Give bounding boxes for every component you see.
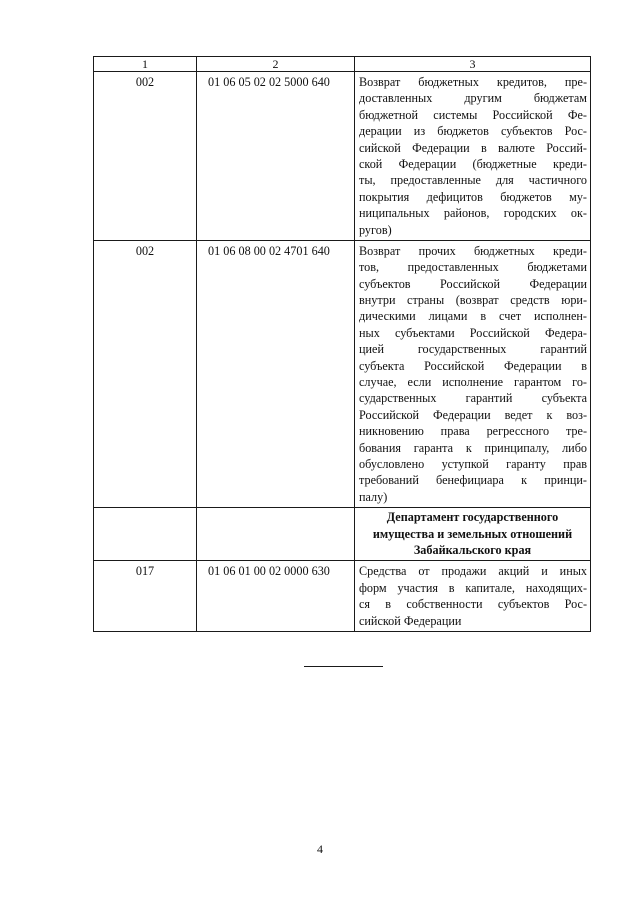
page-number: 4 — [317, 842, 323, 856]
description-line: Возврат прочих бюджетных креди- — [359, 243, 587, 258]
source-code-cell: 01 06 05 02 02 5000 640 — [197, 72, 355, 241]
header-col-3: 3 — [355, 57, 591, 72]
description-line: форм участия в капитале, находящих- — [359, 580, 587, 595]
table-row — [94, 240, 591, 507]
admin-code-cell: 002 — [94, 72, 197, 241]
admin-code-cell: 002 — [94, 240, 197, 507]
source-code-cell — [197, 508, 355, 561]
department-heading-line: Забайкальского края — [413, 542, 532, 557]
description-line: сударственных гарантий субъекта — [359, 391, 587, 406]
table-row — [94, 561, 591, 632]
description-line: ся в собственности субъектов Рос- — [359, 597, 587, 612]
description-line: дическими лицами в счет исполнен- — [359, 309, 587, 324]
description-line: ской Федерации (бюджетные креди- — [359, 156, 587, 171]
source-code-cell: 01 06 01 00 02 0000 630 — [197, 561, 355, 632]
description-line: ругов) — [359, 222, 392, 237]
table-row — [94, 72, 591, 241]
classification-table — [93, 56, 591, 632]
description-cell — [355, 72, 591, 241]
admin-code-cell — [94, 508, 197, 561]
description-line: дерации из бюджетов субъектов Рос- — [359, 124, 587, 139]
header-col-1: 1 — [94, 57, 197, 72]
description-cell — [355, 240, 591, 507]
description-line: бования гаранта к принципалу, либо — [359, 440, 587, 455]
description-line: субъекта Российской Федерации в — [359, 358, 587, 373]
table-header-row — [94, 57, 591, 72]
description-line: палу) — [359, 489, 388, 504]
end-divider-line — [304, 666, 383, 667]
description-line: бюджетной системы Российской Фе- — [359, 107, 587, 122]
description-line: Средства от продажи акций и иных — [359, 564, 587, 579]
source-code-cell: 01 06 08 00 02 4701 640 — [197, 240, 355, 507]
description-line: ты, предоставленные для частичного — [359, 173, 587, 188]
description-line: Российской Федерации ведет к воз- — [359, 407, 587, 422]
description-line: случае, если исполнение гарантом го- — [359, 375, 587, 390]
description-line: тов, предоставленных бюджетами — [359, 260, 587, 275]
description-line: обусловлено уступкой гаранту прав — [359, 456, 587, 471]
description-line: Возврат бюджетных кредитов, пре- — [359, 75, 587, 89]
description-line: цией государственных гарантий — [359, 342, 587, 357]
description-line: доставленных другим бюджетам — [359, 91, 587, 106]
description-line: никновению права регрессного тре- — [359, 424, 587, 439]
description-line: ных субъектами Российской Федера- — [359, 325, 587, 340]
description-line: покрытия дефицитов бюджетов му- — [359, 189, 587, 204]
header-col-2: 2 — [197, 57, 355, 72]
description-line: сийской Федерации в валюте Россий- — [359, 140, 587, 155]
description-line: ниципальных районов, городских ок- — [359, 206, 587, 221]
description-line: сийской Федерации — [359, 613, 462, 628]
description-cell — [355, 561, 591, 632]
department-heading-line: Департамент государственного — [386, 510, 559, 525]
admin-code-cell: 017 — [94, 561, 197, 632]
description-line: требований бенефициара к принци- — [359, 473, 587, 488]
department-heading — [355, 508, 591, 561]
description-line: субъектов Российской Федерации — [359, 276, 587, 291]
description-line: внутри страны (возврат средств юри- — [359, 293, 587, 308]
department-row — [94, 508, 591, 561]
department-heading-line: имущества и земельных отношений — [372, 526, 573, 541]
